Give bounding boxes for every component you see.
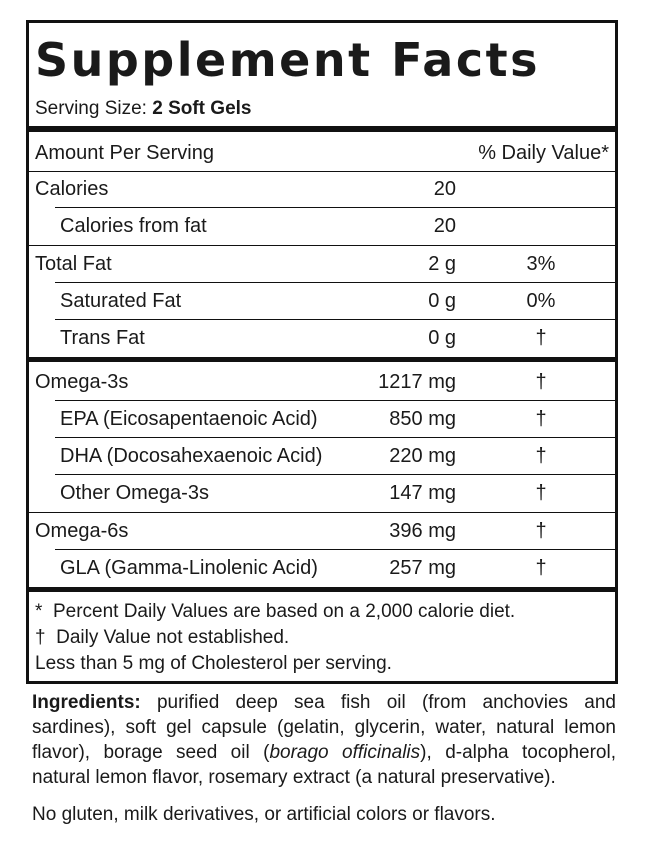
nutrient-daily-value: †	[535, 445, 547, 467]
nutrient-amount: 2 g	[428, 253, 456, 275]
nutrient-daily-value: †	[535, 482, 547, 504]
nutrient-daily-value: 0%	[526, 290, 556, 312]
nutrient-amount: 850 mg	[389, 408, 456, 430]
nutrient-name: DHA (Docosahexaenoic Acid)	[60, 445, 323, 467]
table-row	[29, 320, 615, 356]
table-row	[29, 513, 615, 549]
nutrient-name: Omega-6s	[35, 520, 129, 542]
amount-per-serving-header: Amount Per Serving	[35, 142, 214, 164]
table-header	[29, 135, 615, 171]
nutrient-amount: 257 mg	[389, 557, 456, 579]
nutrient-daily-value: †	[535, 557, 547, 579]
nutrient-name: GLA (Gamma-Linolenic Acid)	[60, 557, 318, 579]
footnote-cholesterol: Less than 5 mg of Cholesterol per serving.	[35, 653, 392, 674]
nutrient-amount: 0 g	[428, 290, 456, 312]
nutrient-amount: 147 mg	[389, 482, 456, 504]
ingredients-part-2: ), d-alpha tocopherol, natural lemon flavor, rosemary extract (a natural preservative).	[32, 742, 616, 788]
panel-title: Supplement Facts	[35, 33, 540, 87]
table-row	[29, 364, 615, 400]
thick-rule-top	[29, 126, 615, 132]
nutrient-name: Other Omega-3s	[60, 482, 209, 504]
ingredients-part-1: purified deep sea fish oil (from anchovies and sardines), soft gel capsule (gelatin, glycerin, water, natural lemon flavor), borage seed oil (	[32, 692, 616, 763]
table-row	[29, 550, 615, 586]
nutrient-amount: 1217 mg	[378, 371, 456, 393]
nutrient-name: Trans Fat	[60, 327, 145, 349]
ingredients-botanical-name: borago officinalis	[269, 742, 421, 763]
nutrient-name: Omega-3s	[35, 371, 129, 393]
table-row	[29, 438, 615, 474]
serving-size	[35, 97, 251, 121]
nutrient-daily-value: †	[535, 408, 547, 430]
nutrient-daily-value: †	[535, 371, 547, 393]
nutrient-name: EPA (Eicosapentaenoic Acid)	[60, 408, 318, 430]
serving-size-value: 2 Soft Gels	[152, 98, 252, 119]
thick-rule-middle	[29, 357, 615, 362]
table-row	[29, 208, 615, 244]
nutrient-daily-value: †	[535, 327, 547, 349]
nutrient-name: Calories	[35, 178, 109, 200]
table-row	[29, 401, 615, 437]
serving-size-label: Serving Size:	[35, 98, 147, 119]
daily-value-header: % Daily Value*	[478, 142, 609, 164]
table-row	[29, 246, 615, 282]
nutrient-amount: 0 g	[428, 327, 456, 349]
supplement-facts-panel	[26, 20, 618, 684]
nutrient-daily-value: †	[535, 520, 547, 542]
table-row	[29, 171, 615, 207]
nutrient-amount: 20	[433, 215, 456, 237]
nutrient-name: Calories from fat	[60, 215, 207, 237]
nutrient-daily-value: 3%	[526, 253, 556, 275]
nutrient-amount: 220 mg	[389, 445, 456, 467]
nutrient-amount: 20	[433, 178, 456, 200]
table-row	[29, 475, 615, 511]
nutrient-amount: 396 mg	[389, 520, 456, 542]
ingredients-text	[32, 690, 616, 790]
allergen-statement: No gluten, milk derivatives, or artificial colors or flavors.	[32, 804, 496, 825]
footnote-not-established: † Daily Value not established.	[35, 627, 290, 648]
nutrient-name: Saturated Fat	[60, 290, 182, 312]
nutrient-name: Total Fat	[35, 253, 112, 275]
table-row	[29, 283, 615, 319]
footnote-daily-value: * Percent Daily Values are based on a 2,000 calorie diet.	[35, 601, 516, 622]
thick-rule-bottom	[29, 587, 615, 592]
ingredients-label: Ingredients:	[32, 692, 141, 713]
